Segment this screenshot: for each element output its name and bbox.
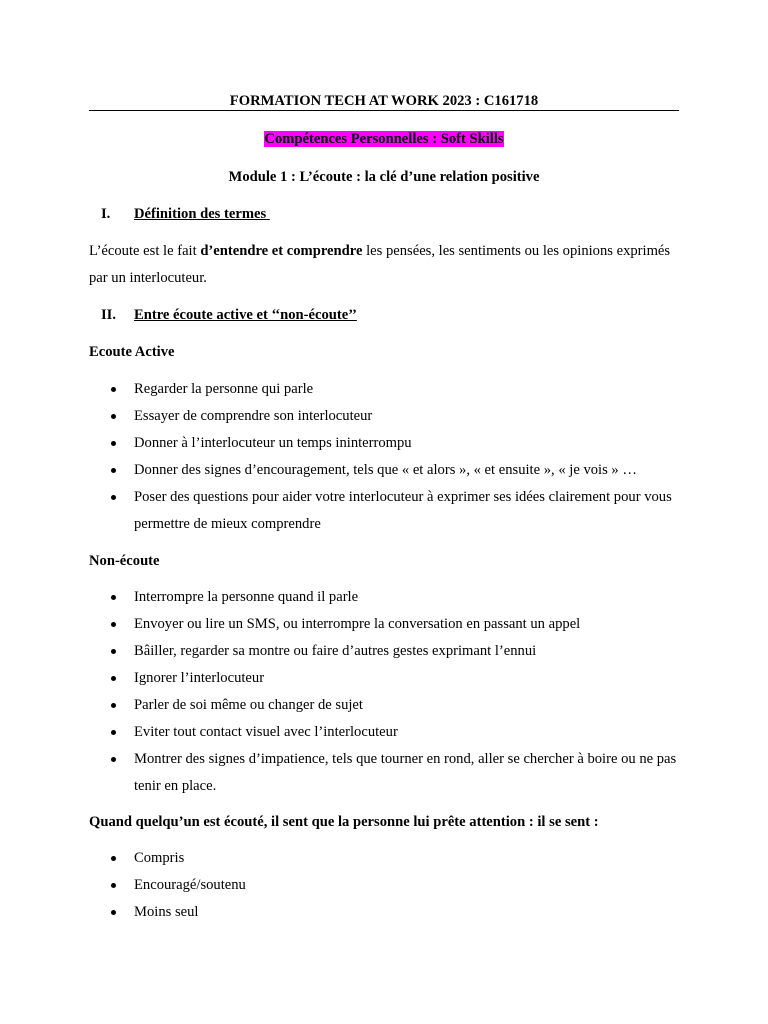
list-item-text: Donner à l’interlocuteur un temps ininterrompu — [134, 435, 412, 451]
list-item-text: Regarder la personne qui parle — [134, 381, 314, 397]
list-item-text: Moins seul — [134, 904, 199, 920]
definition-text-end: les pensées, les sentiments ou les opinions exprimés par un interlocuteur. — [89, 243, 671, 286]
definition-emphasis: d’entendre et comprendre — [200, 243, 363, 259]
section-title: Définition des termes — [134, 206, 270, 222]
list-item — [89, 403, 679, 430]
list-item-text: Interrompre la personne quand il parle — [134, 589, 359, 605]
document-page — [89, 0, 679, 1024]
list-item — [89, 872, 679, 899]
list-item-text: Donner des signes d’encouragement, tels que « et alors », « et ensuite », « je vois » … — [134, 462, 637, 478]
non-listening-list — [89, 584, 679, 800]
list-item-text: Eviter tout contact visuel avec l’interlocuteur — [134, 724, 398, 740]
list-item — [89, 692, 679, 719]
non-listening-heading: Non-écoute — [89, 553, 160, 569]
list-item — [89, 845, 679, 872]
list-item — [89, 611, 679, 638]
list-item-text: Montrer des signes d’impatience, tels que tourner en rond, aller se chercher à boire ou ne pas tenir en place. — [134, 751, 677, 794]
list-item — [89, 457, 679, 484]
active-listening-list — [89, 376, 679, 538]
bullet-icon — [111, 856, 116, 861]
section-number: I. — [101, 206, 111, 222]
header-title: FORMATION TECH AT WORK 2023 : C161718 — [229, 93, 539, 109]
list-item — [89, 899, 679, 926]
list-item — [89, 584, 679, 611]
list-item-text: Parler de soi même ou changer de sujet — [134, 697, 363, 713]
bullet-icon — [111, 649, 116, 654]
listened-heading: Quand quelqu’un est écouté, il sent que la personne lui prête attention : il se sent : — [89, 814, 599, 830]
list-item — [89, 746, 679, 800]
bullet-icon — [111, 595, 116, 600]
list-item — [89, 719, 679, 746]
bullet-icon — [111, 703, 116, 708]
bullet-icon — [111, 468, 116, 473]
definition-paragraph — [89, 238, 679, 292]
bullet-icon — [111, 883, 116, 888]
list-item-text: Essayer de comprendre son interlocuteur — [134, 408, 373, 424]
bullet-icon — [111, 441, 116, 446]
section-number: II. — [101, 307, 117, 323]
list-item — [89, 430, 679, 457]
list-item-text: Ignorer l’interlocuteur — [134, 670, 265, 686]
list-item — [89, 665, 679, 692]
list-item — [89, 638, 679, 665]
bullet-icon — [111, 495, 116, 500]
list-item-text: Compris — [134, 850, 185, 866]
course-title-line — [89, 129, 679, 149]
list-item-text: Poser des questions pour aider votre interlocuteur à exprimer ses idées clairement pour vous permettre de mieux comprendre — [134, 489, 672, 532]
bullet-icon — [111, 757, 116, 762]
list-item-text: Bâiller, regarder sa montre ou faire d’autres gestes exprimant l’ennui — [134, 643, 537, 659]
section-title: Entre écoute active et ‘‘non-écoute’’ — [134, 307, 357, 323]
listened-feelings-list — [89, 845, 679, 926]
definition-text-start: L’écoute est le fait — [89, 243, 201, 259]
list-item — [89, 376, 679, 403]
module-title: Module 1 : L’écoute : la clé d’une relation positive — [228, 169, 540, 185]
bullet-icon — [111, 414, 116, 419]
bullet-icon — [111, 910, 116, 915]
bullet-icon — [111, 730, 116, 735]
active-listening-heading: Ecoute Active — [89, 344, 175, 360]
list-item — [89, 484, 679, 538]
list-item-text: Encouragé/soutenu — [134, 877, 246, 893]
bullet-icon — [111, 387, 116, 392]
bullet-icon — [111, 676, 116, 681]
header-rule — [89, 110, 679, 111]
bullet-icon — [111, 622, 116, 627]
course-title: Compétences Personnelles : Soft Skills — [264, 131, 504, 147]
list-item-text: Envoyer ou lire un SMS, ou interrompre la conversation en passant un appel — [134, 616, 581, 632]
